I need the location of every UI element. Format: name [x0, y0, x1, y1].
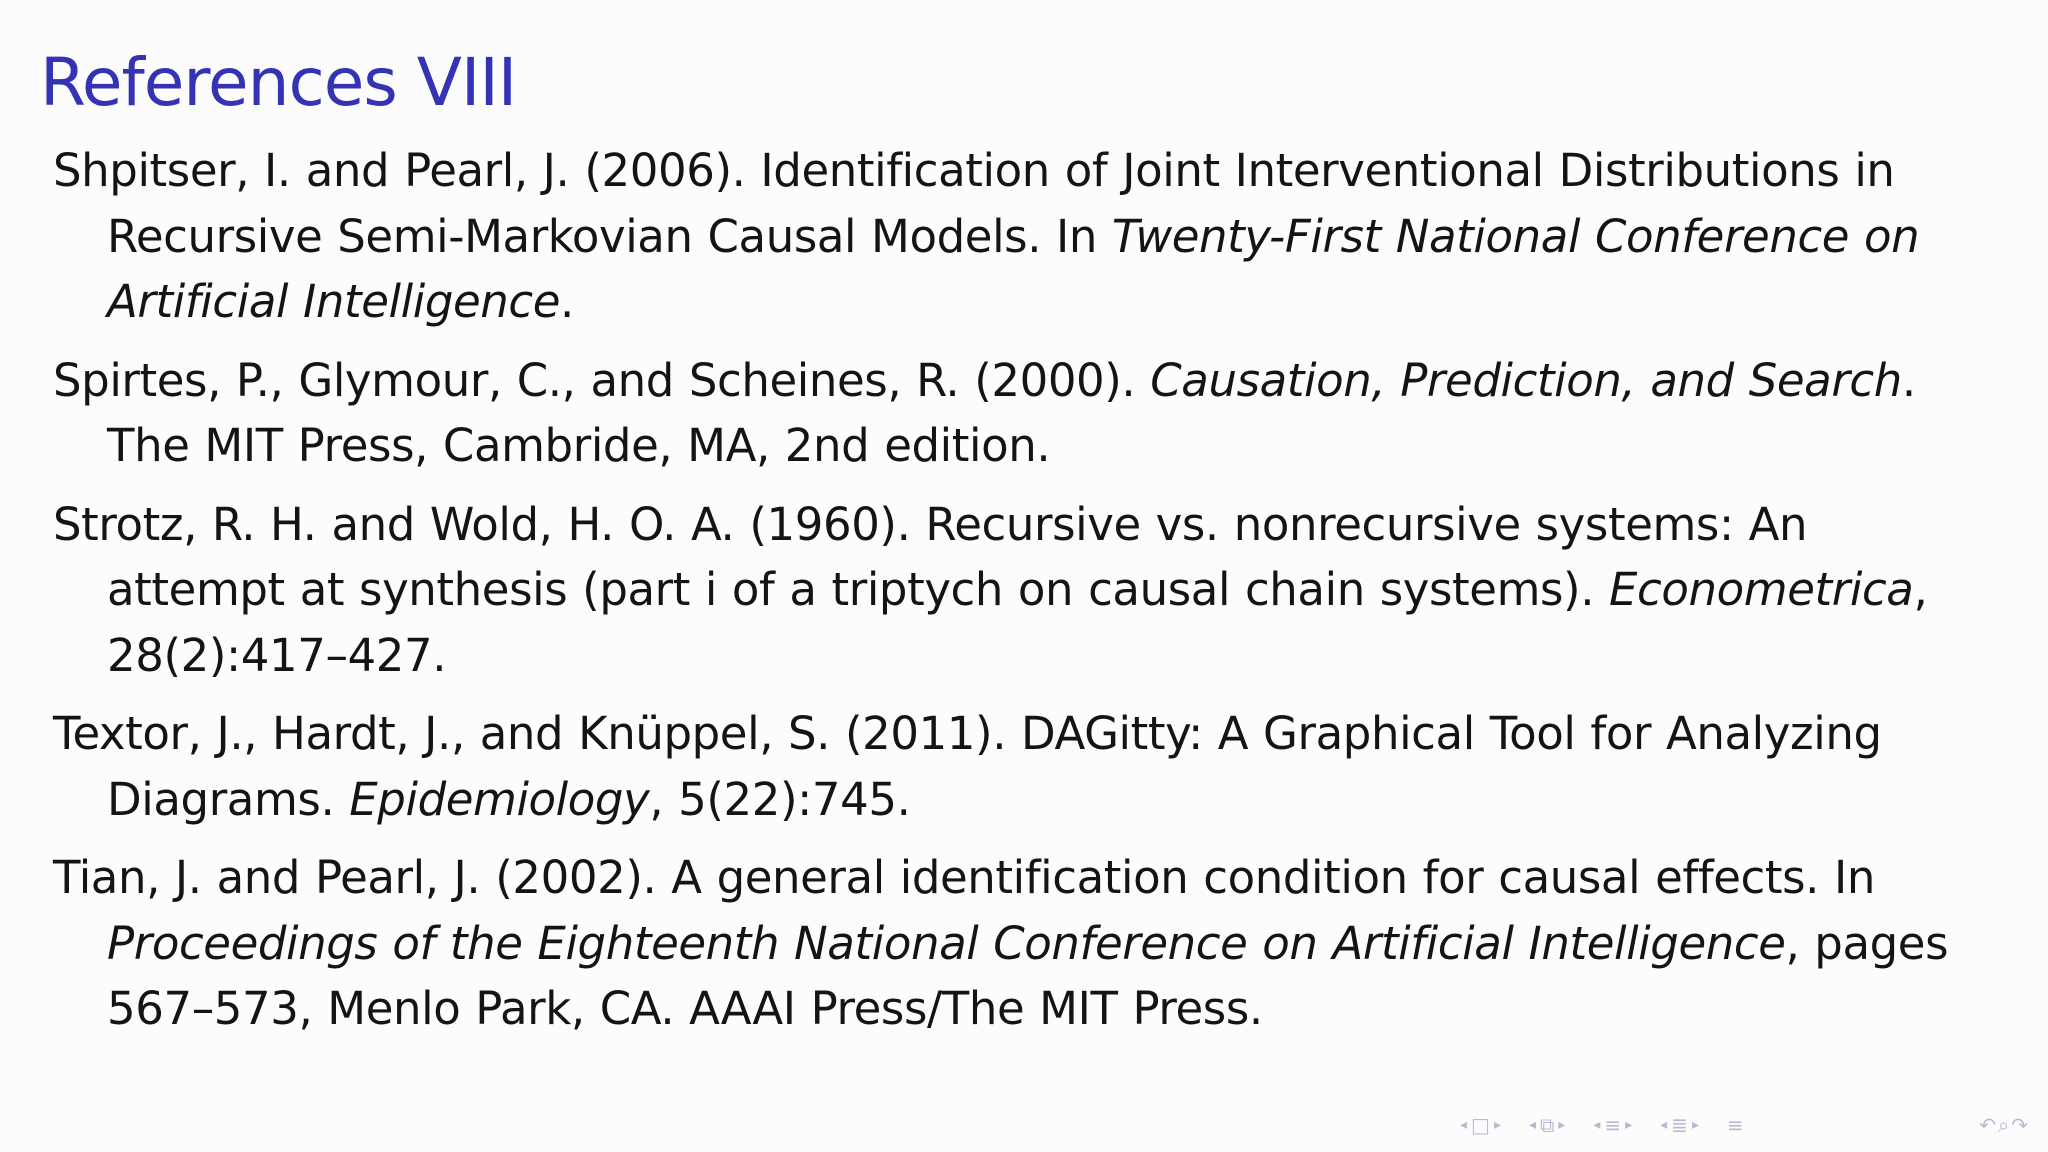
reference-entry: [53, 492, 2003, 689]
reference-authors-title: Strotz, R. H. and Wold, H. O. A. (1960). Recursive vs. nonrecursive systems: An attempt at synthesis (part i of a triptych on causal chain systems).: [53, 497, 1808, 616]
appendix-navigation: [1727, 1113, 1744, 1137]
reference-venue: Proceedings of the Eighteenth National Conference on Artificial Intelligence: [107, 916, 1786, 970]
reference-venue: Epidemiology: [349, 772, 650, 826]
next-arrow-icon[interactable]: ▸: [1691, 1117, 1699, 1133]
document-navigation: [1660, 1113, 1699, 1137]
subsection-icon[interactable]: ⧉: [1540, 1113, 1555, 1137]
reference-entry: [53, 845, 2003, 1042]
reference-authors-title: Spirtes, P., Glymour, C., and Scheines, R. (2000).: [53, 353, 1151, 407]
reference-details: .: [560, 275, 574, 328]
reference-venue: Econometrica: [1609, 563, 1914, 616]
next-arrow-icon[interactable]: ▸: [1625, 1117, 1633, 1133]
search-icon[interactable]: ⌕: [1998, 1113, 2010, 1137]
prev-arrow-icon[interactable]: ◂: [1593, 1117, 1601, 1133]
reference-authors-title: Textor, J., Hardt, J., and Knüppel, S. (2011). DAGitty: A Graphical Tool for Analyzing Diagrams.: [53, 707, 1882, 826]
reference-entry: [53, 138, 2003, 335]
search-controls: [1979, 1113, 2028, 1137]
next-arrow-icon[interactable]: ▸: [1558, 1117, 1566, 1133]
reference-details: . The MIT Press, Cambride, MA, 2nd edition.: [107, 353, 1916, 472]
frame-icon[interactable]: □: [1471, 1113, 1490, 1137]
align-icon[interactable]: ≡: [1726, 1113, 1744, 1137]
prev-arrow-icon[interactable]: ◂: [1660, 1117, 1668, 1133]
reference-entry: [53, 701, 2003, 832]
reference-authors-title: Shpitser, I. and Pearl, J. (2006). Identification of Joint Interventional Distributions in Recursive Semi-Markovian Causal Models. In: [53, 144, 1895, 263]
next-arrow-icon[interactable]: ▸: [1493, 1117, 1501, 1133]
slide-title: References VIII: [40, 44, 517, 121]
reference-details: , 5(22):745.: [649, 772, 911, 826]
beamer-navigation-bar: [1460, 1110, 2028, 1140]
prev-arrow-icon[interactable]: ◂: [1460, 1117, 1468, 1133]
frame-navigation: [1460, 1113, 1501, 1137]
section-icon[interactable]: ≡: [1604, 1113, 1622, 1137]
undo-icon[interactable]: ↶: [1979, 1113, 1997, 1137]
reference-entry: [53, 348, 2003, 479]
reference-authors-title: Tian, J. and Pearl, J. (2002). A general identification condition for causal effects. In: [53, 851, 1875, 904]
reference-details: , 28(2):417–427.: [107, 563, 1928, 682]
reference-venue: Twenty-First National Conference on Artificial Intelligence: [107, 209, 1920, 328]
reference-venue: Causation, Prediction, and Search: [1150, 353, 1902, 407]
subsection-navigation: [1529, 1113, 1565, 1137]
redo-icon[interactable]: ↷: [2011, 1113, 2028, 1137]
reference-list: [53, 138, 2003, 1055]
reference-details: , pages 567–573, Menlo Park, CA. AAAI Press/The MIT Press.: [107, 916, 1949, 1035]
prev-arrow-icon[interactable]: ◂: [1528, 1117, 1536, 1133]
document-icon[interactable]: ≣: [1671, 1113, 1688, 1137]
section-navigation: [1593, 1113, 1632, 1137]
